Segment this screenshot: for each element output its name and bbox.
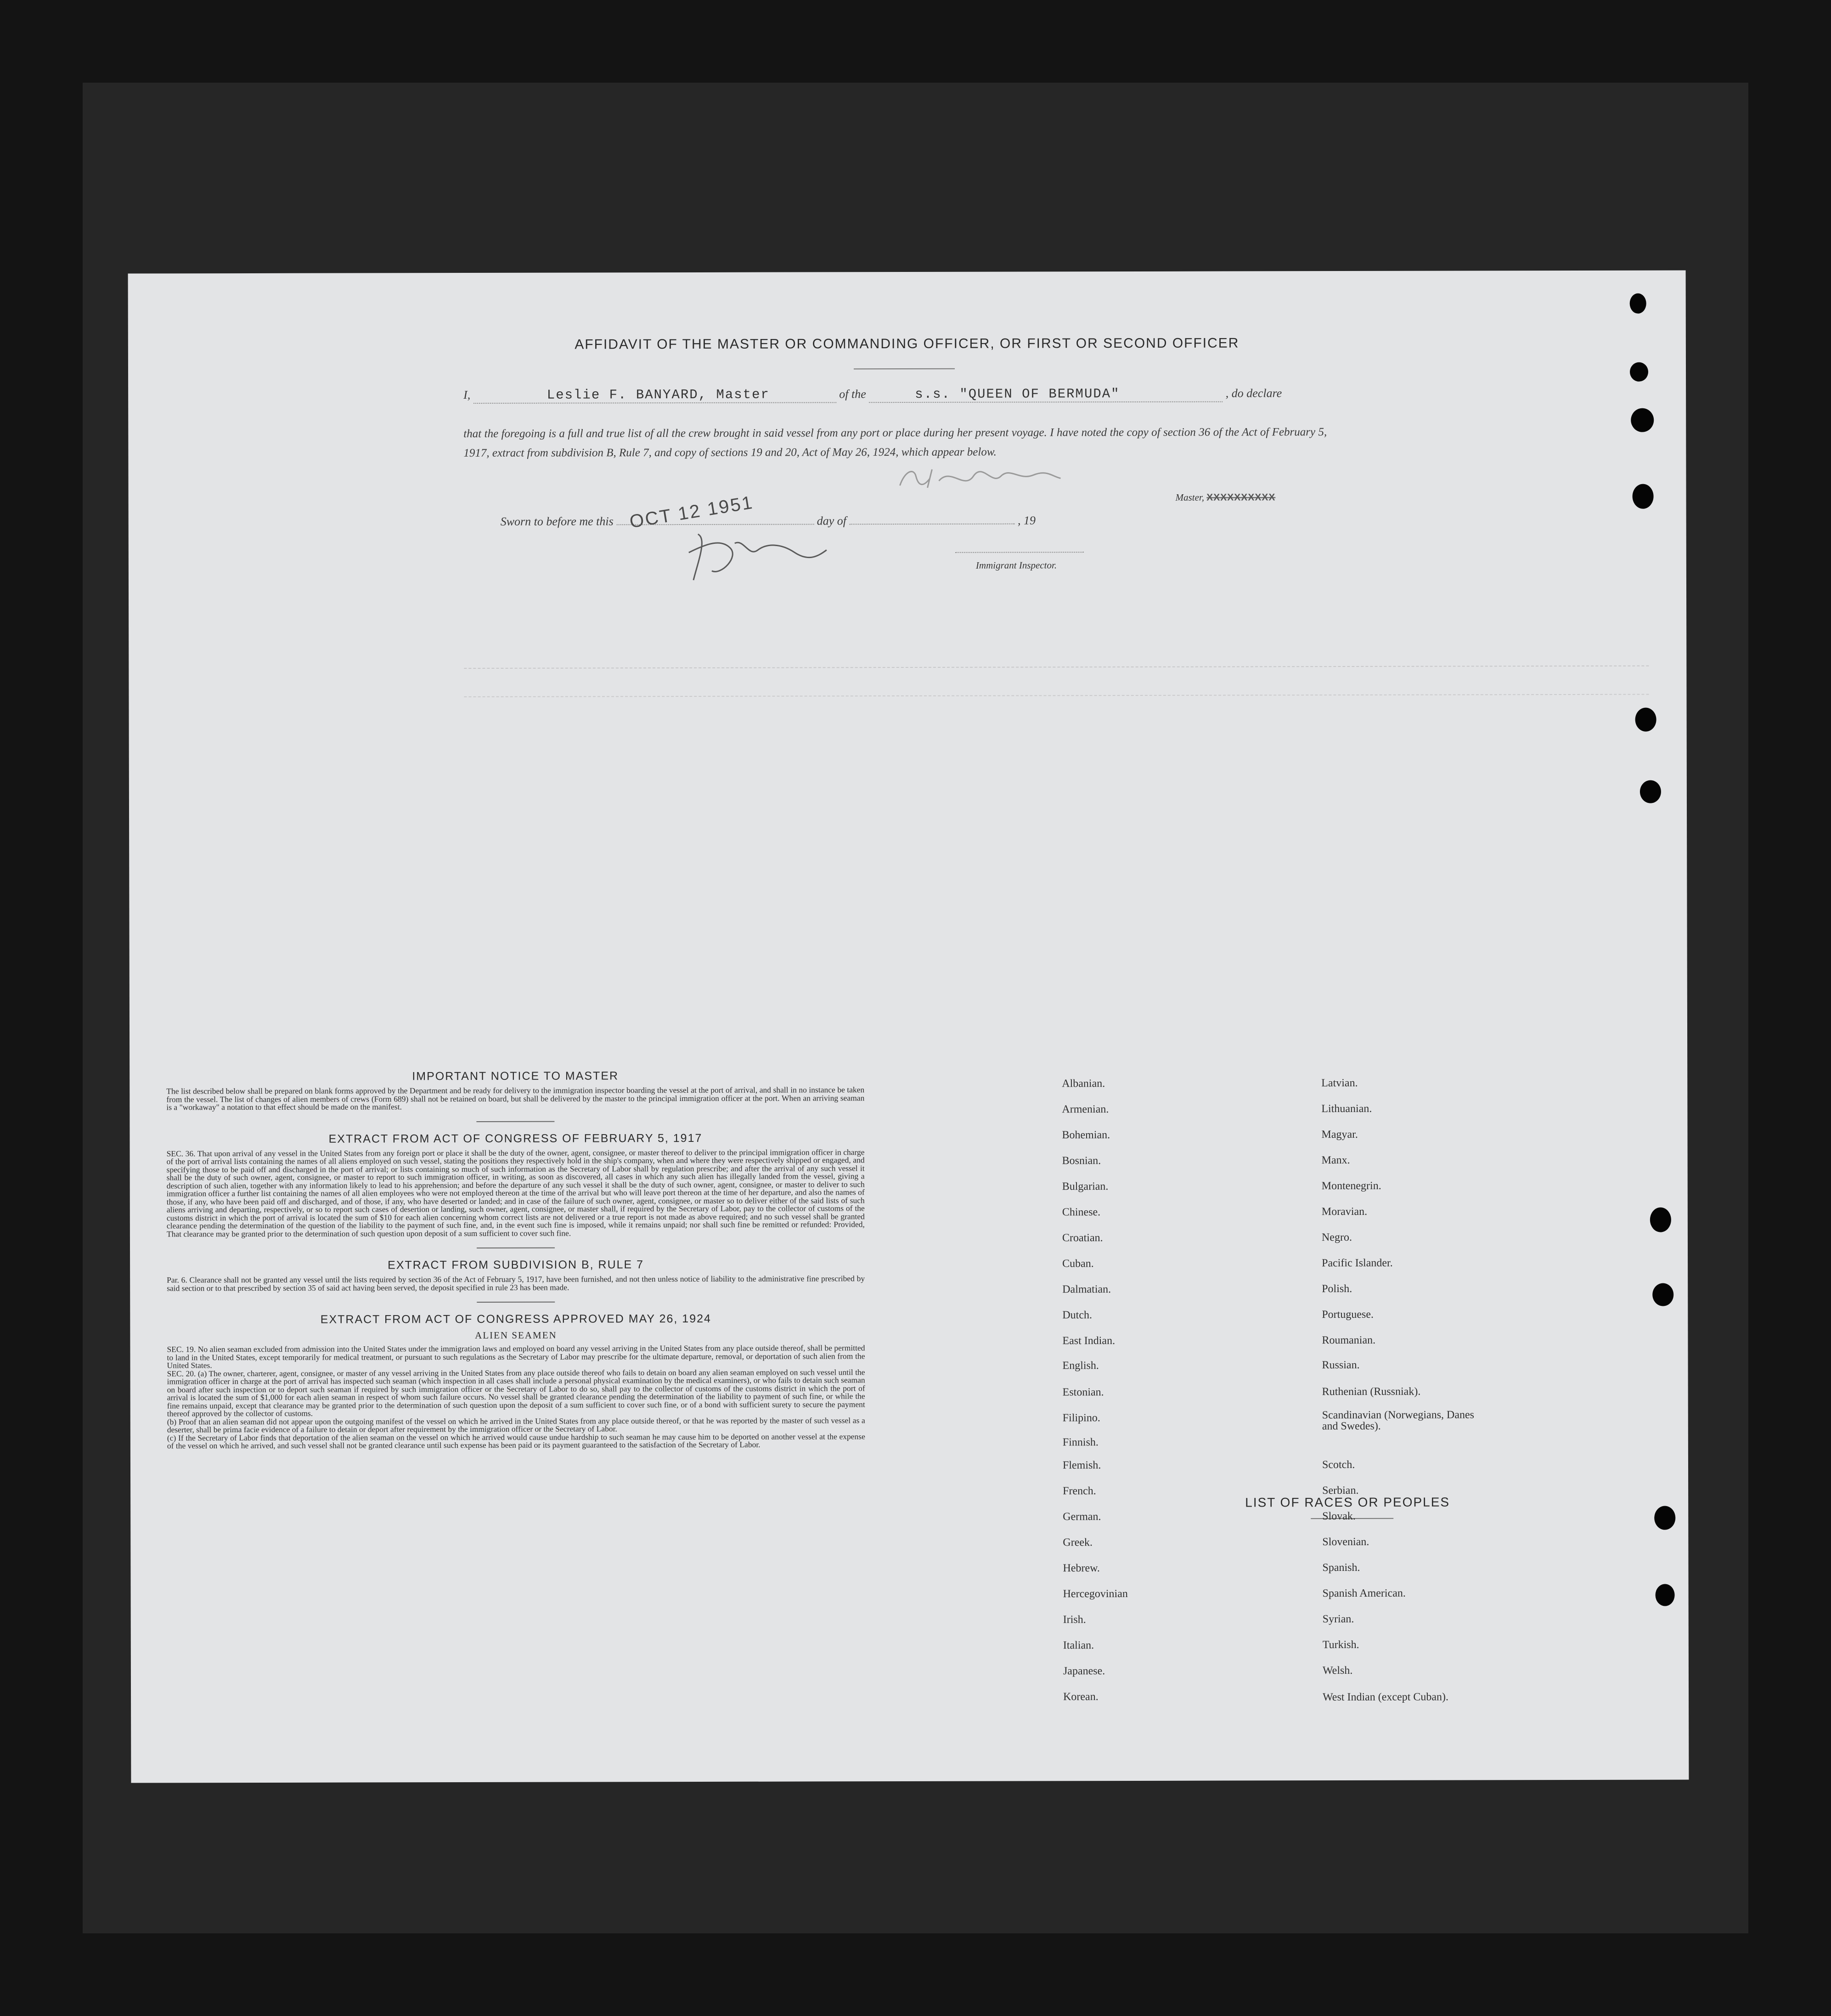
punch-hole [1656, 1584, 1675, 1606]
race-left-item: Japanese. [1063, 1665, 1105, 1677]
race-left-item: Bohemian. [1062, 1129, 1110, 1141]
race-right-item: Russian. [1322, 1359, 1360, 1372]
race-left-item: Cuban. [1062, 1258, 1094, 1270]
races-title: LIST OF RACES OR PEOPLES [1245, 1495, 1450, 1510]
declarant-field [473, 387, 836, 404]
master-struck-text: XXXXXXXXXX [1206, 492, 1276, 503]
race-right-item: Scotch. [1322, 1458, 1355, 1471]
race-right-item: Slovenian. [1322, 1536, 1369, 1548]
section-20a-body: SEC. 20. (a) The owner, charterer, agent, consignee, or master of any vessel arriving in the United States from any place outside thereof who fails to detain on board any alien seaman employed on such vessel until the immigration officer in charge at the port of arrival has inspected such seaman (which inspection in all cases shall include a personal physical examination by the medical examiners), or who fails to detain such seaman on board after such inspection or to deport such seaman if required by such immigration officer or the Secretary of Labor to do so, shall pay to the collector of customs of the customs district in which the port of arrival is located the sum of $1,000 for each alien seaman in respect of whom such failure occurs. No vessel shall be granted clearance pending the determination of the liability to payment of such fine, or while the fine remains unpaid, except that clearance may be granted prior to the determination of such question upon the deposit of a sum sufficient to cover such fine, or of a bond with sufficient surety to secure the payment thereof approved by the collector of customs. [167, 1367, 865, 1418]
divider [854, 368, 955, 369]
rule-7-heading: EXTRACT FROM SUBDIVISION B, RULE 7 [388, 1258, 644, 1272]
race-right-item: Montenegrin. [1321, 1180, 1381, 1192]
document-page [128, 270, 1689, 1783]
race-right-item: Scandinavian (Norwegians, Danes and Swedes). [1322, 1409, 1475, 1433]
race-right-item: Negro. [1321, 1231, 1352, 1244]
race-right-item: Pacific Islander. [1322, 1257, 1393, 1270]
act-1924-heading: EXTRACT FROM ACT OF CONGRESS APPROVED MAY 26, 1924 [320, 1312, 711, 1326]
race-right-item: Serbian. [1322, 1484, 1359, 1497]
year-prefix: , 19 [1017, 514, 1036, 527]
race-right-item: West Indian (except Cuban). [1323, 1691, 1449, 1704]
master-label-line [1176, 491, 1276, 503]
race-left-item: Flemish. [1062, 1459, 1101, 1472]
race-left-item: Finnish. [1062, 1436, 1099, 1449]
section-20c-body: (c) If the Secretary of Labor finds that deportation of the alien seaman on the vessel on which he arrived would cause undue hardship to such seaman he may cause him to be deported on another vessel at the expense of the vessel on which he arrived, and such vessel shall not be granted clearance until such expense has been paid or its payment guaranteed to the satisfaction of the Secretary of Labor. [167, 1431, 865, 1451]
punch-hole [1654, 1506, 1675, 1530]
race-right-item: Turkish. [1322, 1638, 1359, 1651]
punch-hole [1635, 708, 1656, 732]
race-left-item: Bulgarian. [1062, 1180, 1109, 1193]
race-left-item: Filipino. [1062, 1412, 1100, 1424]
do-declare-label: , do declare [1225, 386, 1282, 400]
race-right-item: Slovak. [1322, 1510, 1356, 1523]
race-right-item: Manx. [1321, 1154, 1350, 1167]
affidavit-body: that the foregoing is a full and true list of all the crew brought in said vessel from any port or place during her present voyage. I have noted the copy of section 36 of the Act of February 5, 1917, extract from subdivision B, Rule 7, and copy of sections 19 and 20, Act of May 26, 1924, which appear below. [463, 426, 1327, 460]
race-left-item: Greek. [1063, 1536, 1093, 1549]
race-right-item: Ruthenian (Russniak). [1322, 1385, 1421, 1398]
alien-seamen-subheading: ALIEN SEAMEN [475, 1329, 557, 1341]
important-notice-heading: IMPORTANT NOTICE TO MASTER [412, 1069, 619, 1083]
race-left-item: Dalmatian. [1062, 1283, 1111, 1296]
declarant-prefix: I, [463, 388, 471, 402]
race-left-item: French. [1063, 1485, 1096, 1497]
race-left-item: Albanian. [1062, 1078, 1105, 1090]
notice-section [166, 1069, 865, 1450]
inspector-signature-line [955, 552, 1084, 553]
faint-rule [464, 666, 1649, 669]
race-right-item: Spanish. [1322, 1561, 1360, 1574]
act-1917-heading: EXTRACT FROM ACT OF CONGRESS OF FEBRUARY 5, 1917 [328, 1131, 703, 1146]
vessel-name: s.s. "QUEEN OF BERMUDA" [915, 386, 1120, 402]
date-stamp: OCT 12 1951 [628, 492, 755, 532]
inspector-signature [680, 525, 831, 589]
punch-hole [1633, 484, 1654, 509]
race-left-item: Irish. [1063, 1614, 1086, 1626]
race-right-item: Syrian. [1322, 1613, 1354, 1626]
race-right-item: Roumanian. [1322, 1334, 1376, 1347]
divider [477, 1302, 555, 1303]
race-left-item: Dutch. [1062, 1309, 1092, 1321]
declarant-line [463, 385, 1469, 404]
punch-hole [1631, 408, 1654, 432]
vessel-field [869, 386, 1223, 403]
race-left-item: Armenian. [1062, 1103, 1109, 1116]
race-right-item: Spanish American. [1322, 1587, 1406, 1600]
rule-7-body: Par. 6. Clearance shall not be granted any vessel until the lists required by section 36 of the Act of February 5, 1917, have been furnished, and not then unless notice of liability to the administrative fine prescribed by said section or to that prescribed by section 35 of said act having been served, the deposit specified in rule 23 has been made. [167, 1274, 865, 1293]
section-19-body: SEC. 19. No alien seaman excluded from admission into the United States under the immigration laws and employed on board any vessel arriving in the United States from any place outside thereof, shall be permitted to land in the United States, except temporarily for medical treatment, or pursuant to such regulations as the Secretary of Labor may prescribe for the ultimate departure, removal, or deportation of such alien from the United States. [167, 1343, 865, 1370]
race-left-item: Croatian. [1062, 1232, 1103, 1244]
punch-hole [1630, 294, 1646, 314]
master-signature [895, 462, 1070, 495]
race-right-item: Latvian. [1321, 1077, 1358, 1090]
race-left-item: English. [1062, 1360, 1099, 1372]
punch-hole [1630, 362, 1648, 382]
race-left-item: East Indian. [1062, 1335, 1116, 1347]
race-left-item: Bosnian. [1062, 1155, 1101, 1167]
faint-rule [464, 694, 1649, 697]
punch-hole [1650, 1208, 1671, 1232]
punch-hole [1640, 780, 1661, 803]
master-label: Master, [1175, 491, 1205, 503]
race-left-item: Estonian. [1062, 1386, 1104, 1399]
race-left-item: German. [1063, 1511, 1101, 1523]
declarant-name: Leslie F. BANYARD, Master [546, 387, 770, 403]
section-20b-body: (b) Proof that an alien seaman did not appear upon the outgoing manifest of the vessel on which he arrived in the United States from any place outside thereof, or that he was reported by the master of such vessel as a deserter, shall be prima facie evidence of a failure to detain or deport after requirement by the immigration officer or the Secretary of Labor. [167, 1415, 865, 1434]
act-1917-body: SEC. 36. That upon arrival of any vessel in the United States from any foreign port or place it shall be the duty of the owner, agent, consignee, or master thereof to deliver to the principal immigration officer in charge of the port of arrival lists containing the names of all aliens employed on such vessel, stating the positions they respectively hold in the ship's company, when and where they were respectively shipped or engaged, and specifying those to be paid off and discharged in the port of arrival; or lists containing so much of such information as the Secretary of Labor shall by regulation prescribe; and after the arrival of any such vessel it shall be the duty of such owner, agent, consignee, or master to report to such immigration officer, in writing, as soon as discovered, all cases in which any such alien has illegally landed from the vessel, giving a description of such alien, together with any information likely to lead to his apprehension; and before the departure of any such vessel it shall be the duty of such owner, agent, consignee, or master to deliver to such immigration officer a further list containing the names of all alien employees who were not employed thereon at the time of the arrival but who will leave port thereon at the time of her departure, and also the names of those, if any, who have been paid off and discharged, and of those, if any, who have deserted or landed; and in case of the failure of such owner, agent, consignee, or master so to deliver either of the said lists of such aliens arriving and departing, respectively, or so to report such cases of desertion or landing, such owner, agent, consignee, or master shall, if required by the Secretary of Labor, pay to the collector of customs of the customs district in which the port of arrival is located the sum of $10 for each alien concerning whom correct lists are not delivered or a true report is not made as above required; and no such vessel shall be granted clearance pending the determination of the question of the liability to the payment of such fine, and, in the event such fine is imposed, while it remains unpaid; nor shall such fine be remitted or refunded: Provided, That clearance may be granted prior to the determination of such question upon deposit of a sum sufficient to cover such fine. [166, 1147, 865, 1238]
race-right-item: Moravian. [1321, 1205, 1368, 1218]
race-right-item: Welsh. [1322, 1664, 1353, 1677]
race-left-item: Chinese. [1062, 1206, 1101, 1219]
race-left-item: Hebrew. [1063, 1562, 1100, 1575]
divider [476, 1121, 554, 1122]
affidavit-title: AFFIDAVIT OF THE MASTER OR COMMANDING OFFICER, OR FIRST OR SECOND OFFICER [575, 335, 1239, 352]
punch-hole [1652, 1283, 1673, 1306]
race-right-item: Magyar. [1321, 1128, 1358, 1141]
sworn-prefix: Sworn to before me this [500, 514, 614, 528]
race-right-item: Portuguese. [1322, 1308, 1374, 1321]
day-of-label: day of [817, 514, 847, 528]
race-right-item: Polish. [1322, 1282, 1352, 1295]
race-left-item: Italian. [1063, 1639, 1094, 1652]
sworn-month-field [850, 524, 1015, 525]
race-right-item: Lithuanian. [1321, 1102, 1372, 1115]
race-left-item: Korean. [1063, 1691, 1099, 1703]
of-the-label: of the [839, 387, 866, 401]
inspector-label: Immigrant Inspector. [975, 559, 1057, 571]
race-left-item: Hercegovinian [1063, 1588, 1128, 1600]
important-notice-body: The list described below shall be prepared on blank forms approved by the Department and be ready for delivery to the immigration inspector boarding the vessel at the port of arrival, and shall in no instance be taken from the vessel. The list of changes of alien members of crews (Form 689) shall not be retained on board, but shall be delivered by the master to the principal immigration officer at the port. When an arriving seaman is a "workaway" a notation to that effect should be made on the manifest. [166, 1085, 865, 1112]
